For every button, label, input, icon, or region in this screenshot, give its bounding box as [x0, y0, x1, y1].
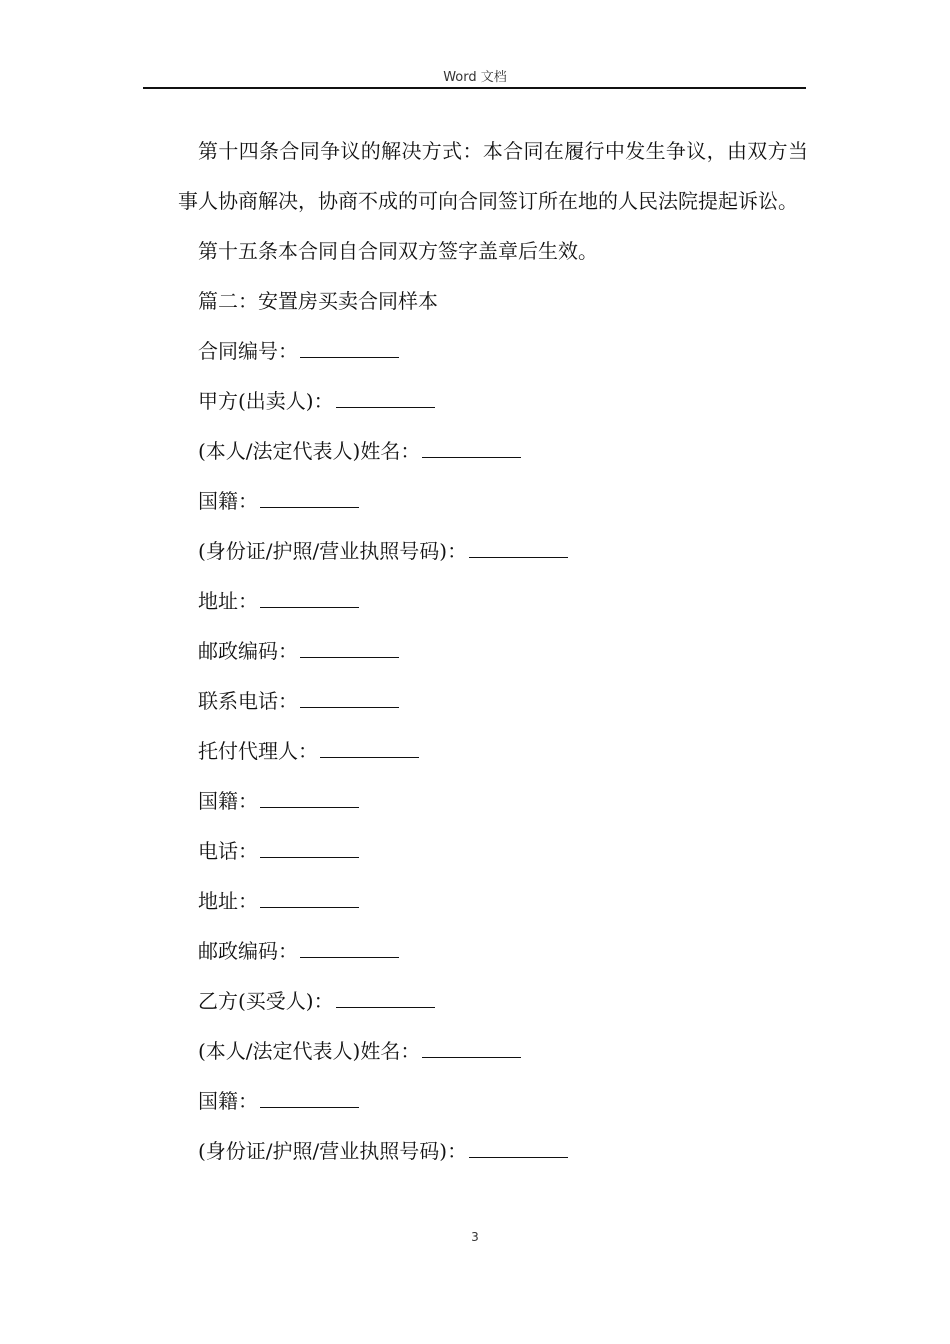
header-divider	[143, 87, 806, 89]
field-label: (身份证/护照/营业执照号码)：	[198, 1139, 468, 1163]
field-label: 邮政编码：	[198, 639, 298, 663]
section-title: 篇二：安置房买卖合同样本	[198, 289, 438, 313]
form-field-agent	[178, 726, 808, 776]
field-label: 甲方(出卖人)：	[198, 389, 334, 413]
form-field-party-b-name	[178, 1026, 808, 1076]
fill-in-blank	[260, 491, 359, 508]
form-field-party-b	[178, 976, 808, 1026]
fill-in-blank	[300, 341, 399, 358]
article-14-paragraph: 第十四条合同争议的解决方式：本合同在履行中发生争议，由双方当事人协商解决，协商不成的可向合同签订所在地的人民法院提起诉讼。	[178, 139, 808, 213]
fill-in-blank	[320, 741, 419, 758]
fill-in-blank	[469, 1141, 568, 1158]
field-label: 联系电话：	[198, 689, 298, 713]
fill-in-blank	[260, 891, 359, 908]
fill-in-blank	[260, 841, 359, 858]
form-field-party-a-id	[178, 526, 808, 576]
field-label: 国籍：	[198, 1089, 258, 1113]
form-field-party-b-nationality	[178, 1076, 808, 1126]
form-field-party-a-phone	[178, 676, 808, 726]
form-field-party-a	[178, 376, 808, 426]
fill-in-blank	[260, 791, 359, 808]
form-field-party-a-address	[178, 576, 808, 626]
form-field-party-a-nationality	[178, 476, 808, 526]
field-label: 地址：	[198, 589, 258, 613]
fill-in-blank	[422, 1041, 521, 1058]
fill-in-blank	[300, 691, 399, 708]
fill-in-blank	[336, 991, 435, 1008]
field-label: (本人/法定代表人)姓名：	[198, 1039, 421, 1063]
form-field-party-b-id	[178, 1126, 808, 1176]
form-field-contract-number	[178, 326, 808, 376]
form-field-agent-nationality	[178, 776, 808, 826]
field-label: 国籍：	[198, 789, 258, 813]
fill-in-blank	[300, 641, 399, 658]
fill-in-blank	[260, 1091, 359, 1108]
fill-in-blank	[260, 591, 359, 608]
field-label: 电话：	[198, 839, 258, 863]
form-field-party-a-name	[178, 426, 808, 476]
field-label: (本人/法定代表人)姓名：	[198, 439, 421, 463]
form-field-agent-postcode	[178, 926, 808, 976]
form-field-agent-address	[178, 876, 808, 926]
fill-in-blank	[469, 541, 568, 558]
document-body	[178, 126, 808, 1176]
field-label: 邮政编码：	[198, 939, 298, 963]
page-header-title: Word 文档	[443, 70, 507, 85]
field-label: 合同编号：	[198, 339, 298, 363]
field-label: 托付代理人：	[198, 739, 318, 763]
page-number: 3	[471, 1230, 479, 1244]
field-label: 国籍：	[198, 489, 258, 513]
form-field-party-a-postcode	[178, 626, 808, 676]
article-15-paragraph: 第十五条本合同自合同双方签字盖章后生效。	[198, 239, 598, 263]
fill-in-blank	[300, 941, 399, 958]
form-field-agent-phone	[178, 826, 808, 876]
field-label: (身份证/护照/营业执照号码)：	[198, 539, 468, 563]
fill-in-blank	[336, 391, 435, 408]
field-label: 乙方(买受人)：	[198, 989, 334, 1013]
fill-in-blank	[422, 441, 521, 458]
field-label: 地址：	[198, 889, 258, 913]
